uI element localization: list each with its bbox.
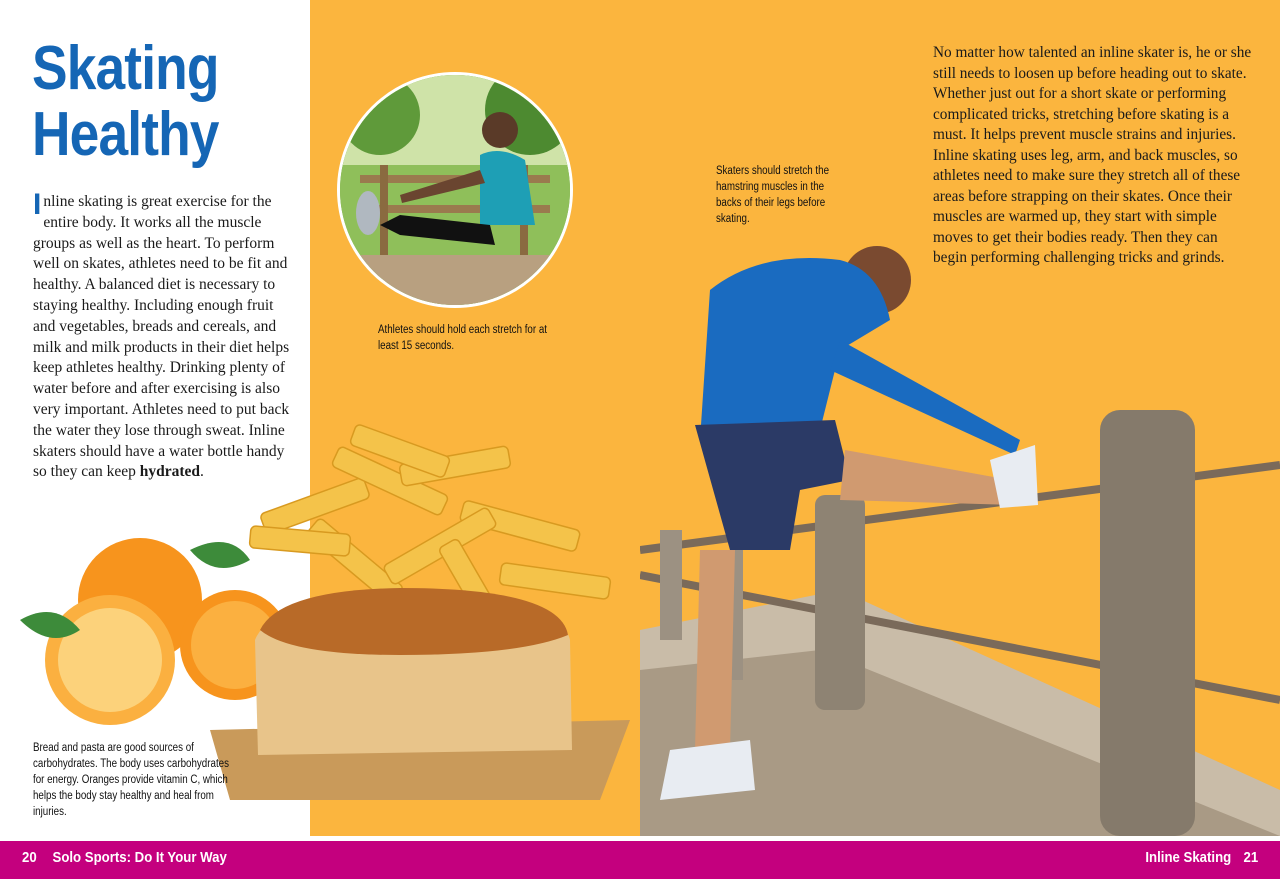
title-line-1: Skating: [32, 34, 219, 103]
footer-right: [1145, 849, 1258, 866]
left-body-paragraph: [33, 188, 298, 483]
page-title: [32, 36, 219, 168]
caption-bread-pasta: Bread and pasta are good sources of carbohydrates. The body uses carbohydrates for energy. Oranges provide vitamin C, which helps the body stay healthy and heal from injuries.: [33, 742, 229, 818]
man-stretching-at-railing-photo: [640, 230, 1280, 836]
left-body-text-main: nline skating is great exercise for the entire body. It works all the muscle groups as well as the heart. To perform well on skates, athletes need to be fit and healthy. A balanced diet is necessary to staying healthy. Including enough fruit and vegetables, breads and cereals, and milk and milk products in their diet helps keep athletes healthy. Drinking plenty of water before and after exercising is also very important. Athletes need to put back the water they lose through sweat. Inline skaters should have a water bottle handy so they can keep: [33, 193, 290, 481]
glossary-term-hydrated: hydrated: [139, 463, 201, 481]
caption-skaters-hamstring: Skaters should stretch the hamstring muscles in the backs of their legs before skating.: [716, 165, 830, 225]
woman-stretching-photo: [337, 72, 573, 308]
chapter-title: Inline Skating: [1145, 849, 1231, 866]
book-title: Solo Sports: Do It Your Way: [52, 849, 227, 866]
footer-left: [22, 849, 227, 866]
page-number-left: 20: [22, 849, 37, 866]
page-number-right: 21: [1243, 849, 1258, 866]
right-body-text: [933, 43, 1253, 269]
caption-athletes-stretch: Athletes should hold each stretch for at least 15 seconds.: [378, 324, 548, 352]
left-body-text: [33, 188, 298, 483]
right-body-paragraph: No matter how talented an inline skater is, he or she still needs to loosen up before heading out to skate. Whether just out for a short skate or performing complicated tricks, stretching before skating is a must. It helps prevent muscle strains and injuries. Inline skating uses leg, arm, and back muscles, so athletes need to make sure they stretch all of these areas before strapping on their skates. Once their muscles are warmed up, they start with simple moves to get their bodies ready. Then they can begin performing challenging tricks and grinds.: [933, 44, 1252, 266]
left-body-text-end: .: [200, 463, 204, 481]
page-footer: [0, 841, 1280, 879]
title-line-2: Healthy: [32, 100, 219, 169]
drop-cap: I: [33, 188, 42, 221]
